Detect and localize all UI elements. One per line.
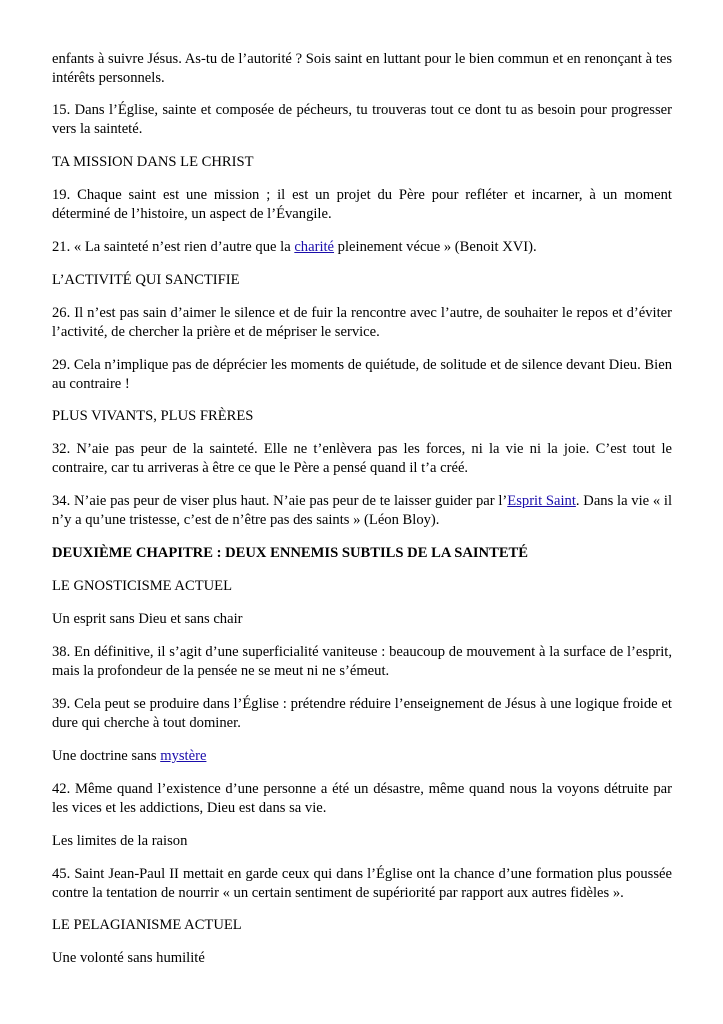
paragraph-32: 32. N’aie pas peur de la sainteté. Elle ne t’enlèvera pas les forces, ni la vie ni la joie. C’est tout le contraire, car tu arriveras à être ce que le Père a pensé quand il t’a créé. bbox=[52, 441, 672, 476]
paragraph-39: 39. Cela peut se produire dans l’Église : prétendre réduire l’enseignement de Jésus à une logique froide et dure qui cherche à tout dominer. bbox=[52, 696, 672, 731]
section-heading-mission: TA MISSION DANS LE CHRIST bbox=[52, 154, 254, 170]
paragraph-21-text-before: 21. « La sainteté n’est rien d’autre que la bbox=[52, 239, 295, 255]
paragraph-intro: enfants à suivre Jésus. As-tu de l’autorité ? Sois saint en luttant pour le bien commun et en renonçant à tes intérêts personnels. bbox=[52, 51, 672, 86]
section-heading-gnosticisme: LE GNOSTICISME ACTUEL bbox=[52, 578, 232, 594]
paragraph-38: 38. En définitive, il s’agit d’une superficialité vaniteuse : beaucoup de mouvement à la surface de l’esprit, mais la profondeur de la pensée ne se meut ni ne s’émeut. bbox=[52, 644, 672, 679]
section-heading-pelagianisme: LE PELAGIANISME ACTUEL bbox=[52, 917, 242, 933]
subheading-limites: Les limites de la raison bbox=[52, 833, 188, 849]
chapter-heading-2: DEUXIÈME CHAPITRE : DEUX ENNEMIS SUBTILS DE LA SAINTETÉ bbox=[52, 545, 529, 561]
paragraph-19: 19. Chaque saint est une mission ; il est un projet du Père pour refléter et incarner, à un moment déterminé de l’histoire, un aspect de l’Évangile. bbox=[52, 187, 672, 222]
paragraph-15: 15. Dans l’Église, sainte et composée de pécheurs, tu trouveras tout ce dont tu as besoin pour progresser vers la sainteté. bbox=[52, 102, 672, 137]
paragraph-45: 45. Saint Jean-Paul II mettait en garde ceux qui dans l’Église ont la chance d’une formation plus poussée contre la tentation de nourrir « un certain sentiment de supériorité par rapport aux autres fidèles ». bbox=[52, 866, 672, 901]
paragraph-21-text-after: pleinement vécue » (Benoit XVI). bbox=[334, 239, 537, 255]
paragraph-21 bbox=[52, 238, 672, 257]
paragraph-34-text-before: 34. N’aie pas peur de viser plus haut. N’aie pas peur de te laisser guider par l’ bbox=[52, 493, 508, 509]
link-charite[interactable]: charité bbox=[294, 239, 335, 255]
subheading-doctrine bbox=[52, 747, 672, 766]
link-esprit-saint[interactable]: Esprit Saint bbox=[507, 493, 576, 509]
section-heading-activite: L’ACTIVITÉ QUI SANCTIFIE bbox=[52, 272, 240, 288]
paragraph-42: 42. Même quand l’existence d’une personne a été un désastre, même quand nous la voyons détruite par les vices et les addictions, Dieu est dans sa vie. bbox=[52, 781, 672, 816]
link-mystere[interactable]: mystère bbox=[160, 748, 207, 764]
subheading-esprit: Un esprit sans Dieu et sans chair bbox=[52, 611, 243, 627]
subheading-doctrine-text: Une doctrine sans bbox=[52, 748, 161, 764]
paragraph-34 bbox=[52, 492, 672, 530]
subheading-volonte: Une volonté sans humilité bbox=[52, 950, 205, 966]
section-heading-vivants: PLUS VIVANTS, PLUS FRÈRES bbox=[52, 408, 254, 424]
paragraph-34-text-after: . Dans la vie « il n’y a qu’une tristesse, c’est de n’être pas des saints » (Léon Bloy). bbox=[52, 493, 673, 528]
paragraph-26: 26. Il n’est pas sain d’aimer le silence et de fuir la rencontre avec l’autre, de souhaiter le repos et d’éviter l’activité, de chercher la prière et de mépriser le service. bbox=[52, 305, 672, 340]
paragraph-29: 29. Cela n’implique pas de déprécier les moments de quiétude, de solitude et de silence devant Dieu. Bien au contraire ! bbox=[52, 357, 672, 392]
